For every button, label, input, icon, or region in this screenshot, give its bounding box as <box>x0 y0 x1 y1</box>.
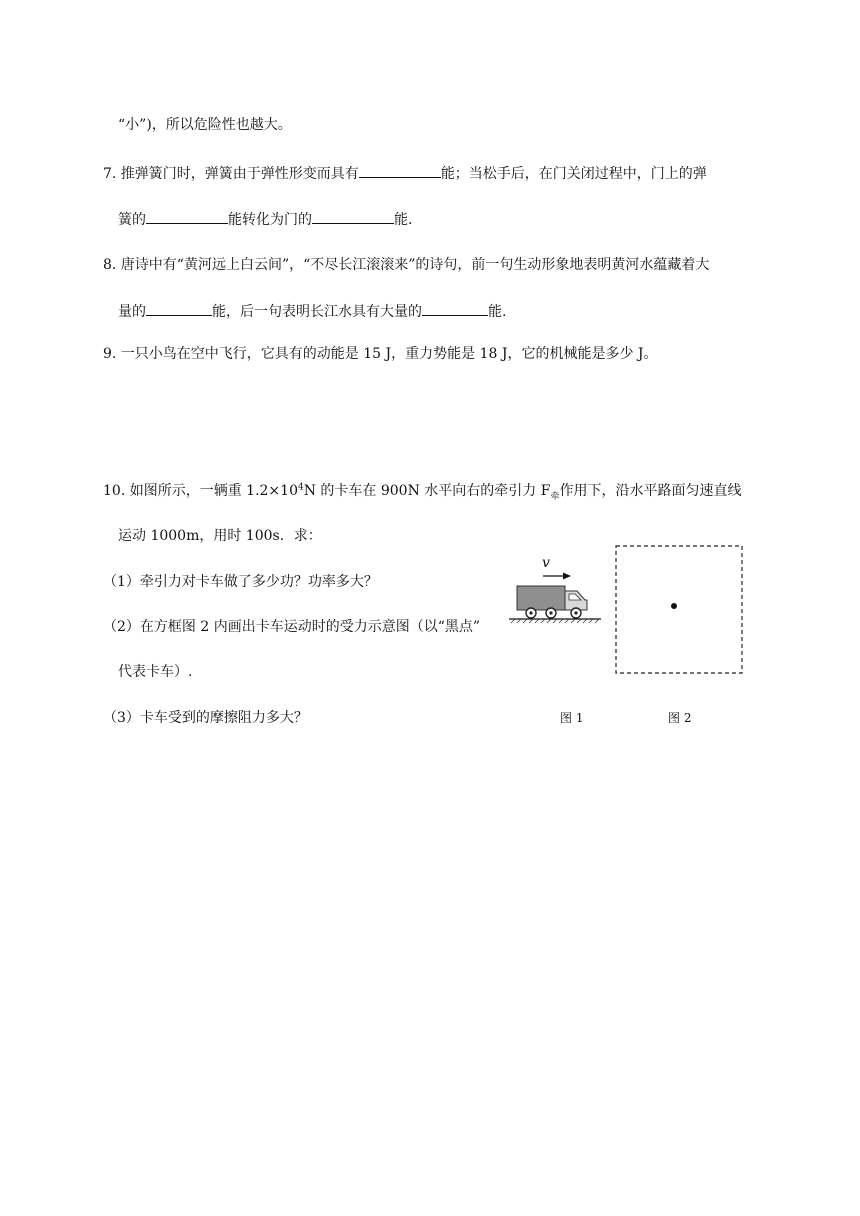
q7-line2 <box>118 209 412 229</box>
q7-blank-1 <box>359 163 441 178</box>
q10-part3: （3）卡车受到的摩擦阻力多大？ <box>103 710 308 726</box>
q10-exponent: 4 <box>297 482 304 493</box>
q10-line1 <box>103 482 741 500</box>
q7-text-d: 能转化为门的 <box>228 212 312 228</box>
q8-line1: 8. 唐诗中有“黄河远上白云间”，“不尽长江滚滚来”的诗句，前一句生动形象地表明黄河水蕴藏着大 <box>103 257 710 273</box>
truck-wheel-hub-icon <box>549 611 552 614</box>
figure-2-caption: 图 2 <box>668 711 692 725</box>
q10-text-a: 10. 如图所示，一辆重 1.2×10 <box>103 483 298 499</box>
q7-blank-3 <box>312 209 394 224</box>
q8-text-c: 能. <box>488 304 507 320</box>
dashed-frame <box>616 546 742 673</box>
truck-dot <box>671 603 677 609</box>
q8-text-b: 能，后一句表明长江水具有大量的 <box>212 304 422 320</box>
q7-line1 <box>103 163 707 183</box>
truck-wheel-hub-icon <box>574 611 577 614</box>
q7-text-a: 7. 推弹簧门时，弹簧由于弹性形变而具有 <box>103 166 359 182</box>
q8-text-a: 量的 <box>118 304 146 320</box>
truck-cab <box>565 591 587 610</box>
q6-tail: “小”)，所以危险性也越大。 <box>118 117 292 133</box>
q8-blank-1 <box>146 301 212 316</box>
truck-wheel-hub-icon <box>529 611 532 614</box>
q10-text-c: 作用下，沿水平路面匀速直线 <box>559 483 742 499</box>
q7-text-e: 能. <box>394 212 413 228</box>
q10-text-b: N 的卡车在 900N 水平向右的牵引力 F <box>303 483 551 499</box>
q8-blank-2 <box>422 301 488 316</box>
q10-subscript: 牵 <box>550 491 560 502</box>
figure-1-truck <box>505 553 605 631</box>
velocity-arrowhead-icon <box>563 573 571 580</box>
q10-part1: （1）牵引力对卡车做了多少功？功率多大？ <box>103 574 378 590</box>
q7-text-c: 簧的 <box>118 212 146 228</box>
truck-cargo-box <box>517 586 565 610</box>
figure-2-force-box <box>614 544 744 675</box>
q9-text: 9. 一只小鸟在空中飞行，它具有的动能是 15 J，重力势能是 18 J，它的机械能是多少 J。 <box>103 346 658 362</box>
q7-blank-2 <box>146 209 228 224</box>
q10-part2-b: 代表卡车）. <box>118 664 193 680</box>
q10-line2: 运动 1000m，用时 100s．求： <box>118 528 322 544</box>
q8-line2 <box>118 301 506 321</box>
q10-part2-a: （2）在方框图 2 内画出卡车运动时的受力示意图（以“黑点” <box>103 619 481 635</box>
q7-text-b: 能；当松手后，在门关闭过程中，门上的弹 <box>440 166 707 182</box>
figure-1-caption: 图 1 <box>560 711 584 725</box>
velocity-label: v <box>542 555 550 571</box>
